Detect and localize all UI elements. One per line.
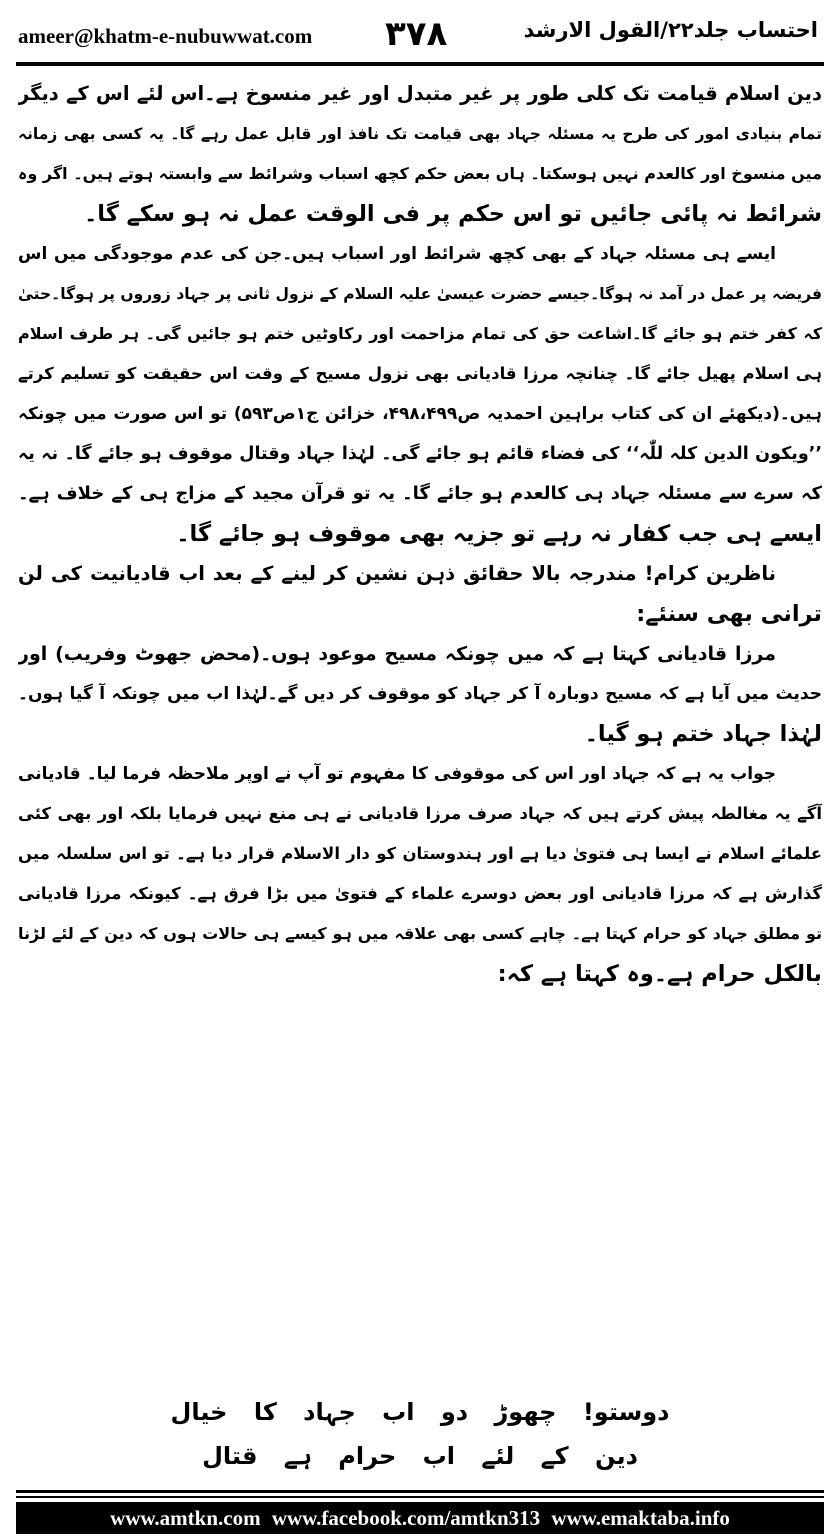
footer-rule [16, 1490, 824, 1493]
header-email: ameer@khatm-e-nubuwwat.com [18, 24, 313, 48]
page-header [0, 0, 840, 60]
page-number: ٣٧٨ [385, 14, 448, 54]
body-line: جواب یہ ہے کہ جہاد اور اس کی موقوفی کا مفہوم تو آپ نے اوپر ملاحظہ فرما لیا۔ قادیانی [18, 764, 776, 784]
body-line: فریضہ پر عمل در آمد نہ ہوگا۔جیسے حضرت عیسیٰ علیہ السلام کے نزول ثانی پر جہاد زوروں پر ہوگا۔حتیٰ [18, 285, 822, 303]
body-line: ’’ویکون الدین کلہ للّٰہ‘‘ کی فضاء قائم ہو جائے گی۔ لہٰذا جہاد وقتال موقوف ہو جائے گا۔ نہ یہ [18, 444, 822, 464]
body-line: ہیں۔(دیکھئے ان کی کتاب براہین احمدیہ ص۴۹۸،۴۹۹، خزائن ج۱ص۵۹۳) تو اس صورت میں چونکہ [18, 404, 822, 424]
body-line: مرزا قادیانی کہتا ہے کہ میں چونکہ مسیح موعود ہوں۔(محض جھوٹ وفریب) اور [18, 643, 776, 665]
body-line: لہٰذا جہاد ختم ہو گیا۔ [584, 721, 822, 747]
page-body [18, 74, 822, 994]
footer-rule [16, 1496, 824, 1498]
body-line: ایسے ہی جب کفار نہ رہے تو جزیہ بھی موقوف ہو جائے گا۔ [176, 521, 822, 547]
header-rule [16, 62, 824, 66]
body-line: شرائط نہ پائی جائیں تو اس حکم پر فی الوقت عمل نہ ہو سکے گا۔ [84, 201, 822, 227]
body-line: گذارش ہے کہ مرزا قادیانی اور بعض دوسرے علماء کے فتویٰ میں بڑا فرق ہے۔ کیونکہ مرزا قادیانی [18, 884, 822, 903]
body-line: دین اسلام قیامت تک کلی طور پر غیر متبدل اور غیر منسوخ ہے۔اس لئے اس کے دیگر [18, 82, 822, 105]
body-line: علمائے اسلام نے ایسا ہی فتویٰ دیا ہے اور ہندوستان کو دار الاسلام قرار دیا ہے۔ تو اس سلسلہ میں [18, 844, 822, 863]
body-line: آگے یہ مغالطہ پیش کرتے ہیں کہ جہاد صرف مرزا قادیانی نے ہی منع نہیں فرمایا بلکہ اور بھی کئی [18, 804, 822, 823]
body-line: ترانی بھی سنئے: [636, 601, 822, 627]
body-line: میں منسوخ اور کالعدم نہیں ہوسکتا۔ ہاں بعض حکم کچھ اسباب وشرائط سے وابستہ ہوتے ہیں۔ اگر وہ [18, 164, 822, 183]
body-line: بالکل حرام ہے۔وہ کہتا ہے کہ: [497, 961, 822, 987]
body-line: ہی اسلام پھیل جائے گا۔ چنانچہ مرزا قادیانی بھی نزول مسیح کے وقت اس حقیقت کو تسلیم کرتے [18, 364, 822, 383]
body-line: کہ کفر ختم ہو جائے گا۔اشاعت حق کی تمام مزاحمت اور رکاوٹیں ختم ہو جائیں گی۔ ہر طرف اسلام [18, 324, 822, 343]
body-line: ناظرین کرام! مندرجہ بالا حقائق ذہن نشین کر لینے کے بعد اب قادیانیت کی لن [18, 562, 776, 585]
body-line: ایسے ہی مسئلہ جہاد کے بھی کچھ شرائط اور اسباب ہیں۔جن کی عدم موجودگی میں اس [18, 244, 776, 264]
footer-links: www.amtkn.com www.facebook.com/amtkn313 www.emaktaba.info [16, 1502, 824, 1534]
verse-line: دوستو! چھوڑ دو اب جہاد کا خیال [170, 1398, 670, 1426]
verse-line: دین کے لئے اب حرام ہے قتال [202, 1442, 638, 1470]
body-line: حدیث میں آیا ہے کہ مسیح دوبارہ آ کر جہاد کو موقوف کر دیں گے۔لہٰذا اب میں چونکہ آ گیا ہوں۔ [18, 684, 822, 704]
running-head: احتساب جلد۲۲/القول الارشد [523, 18, 818, 42]
body-line: تمام بنیادی امور کی طرح یہ مسئلہ جہاد بھی قیامت تک نافذ اور قابل عمل رہے گا۔ یہ کسی بھی زمانہ [18, 125, 822, 143]
body-line: کہ سرے سے مسئلہ جہاد ہی کالعدم ہو جائے گا۔ یہ تو قرآن مجید کے مزاج ہی کے خلاف ہے۔ [18, 483, 822, 504]
body-line: تو مطلق جہاد کو حرام کہتا ہے۔ چاہے کسی بھی علاقہ میں ہو کیسے ہی حالات ہوں کہ دین کے لئے لڑنا [18, 924, 822, 943]
